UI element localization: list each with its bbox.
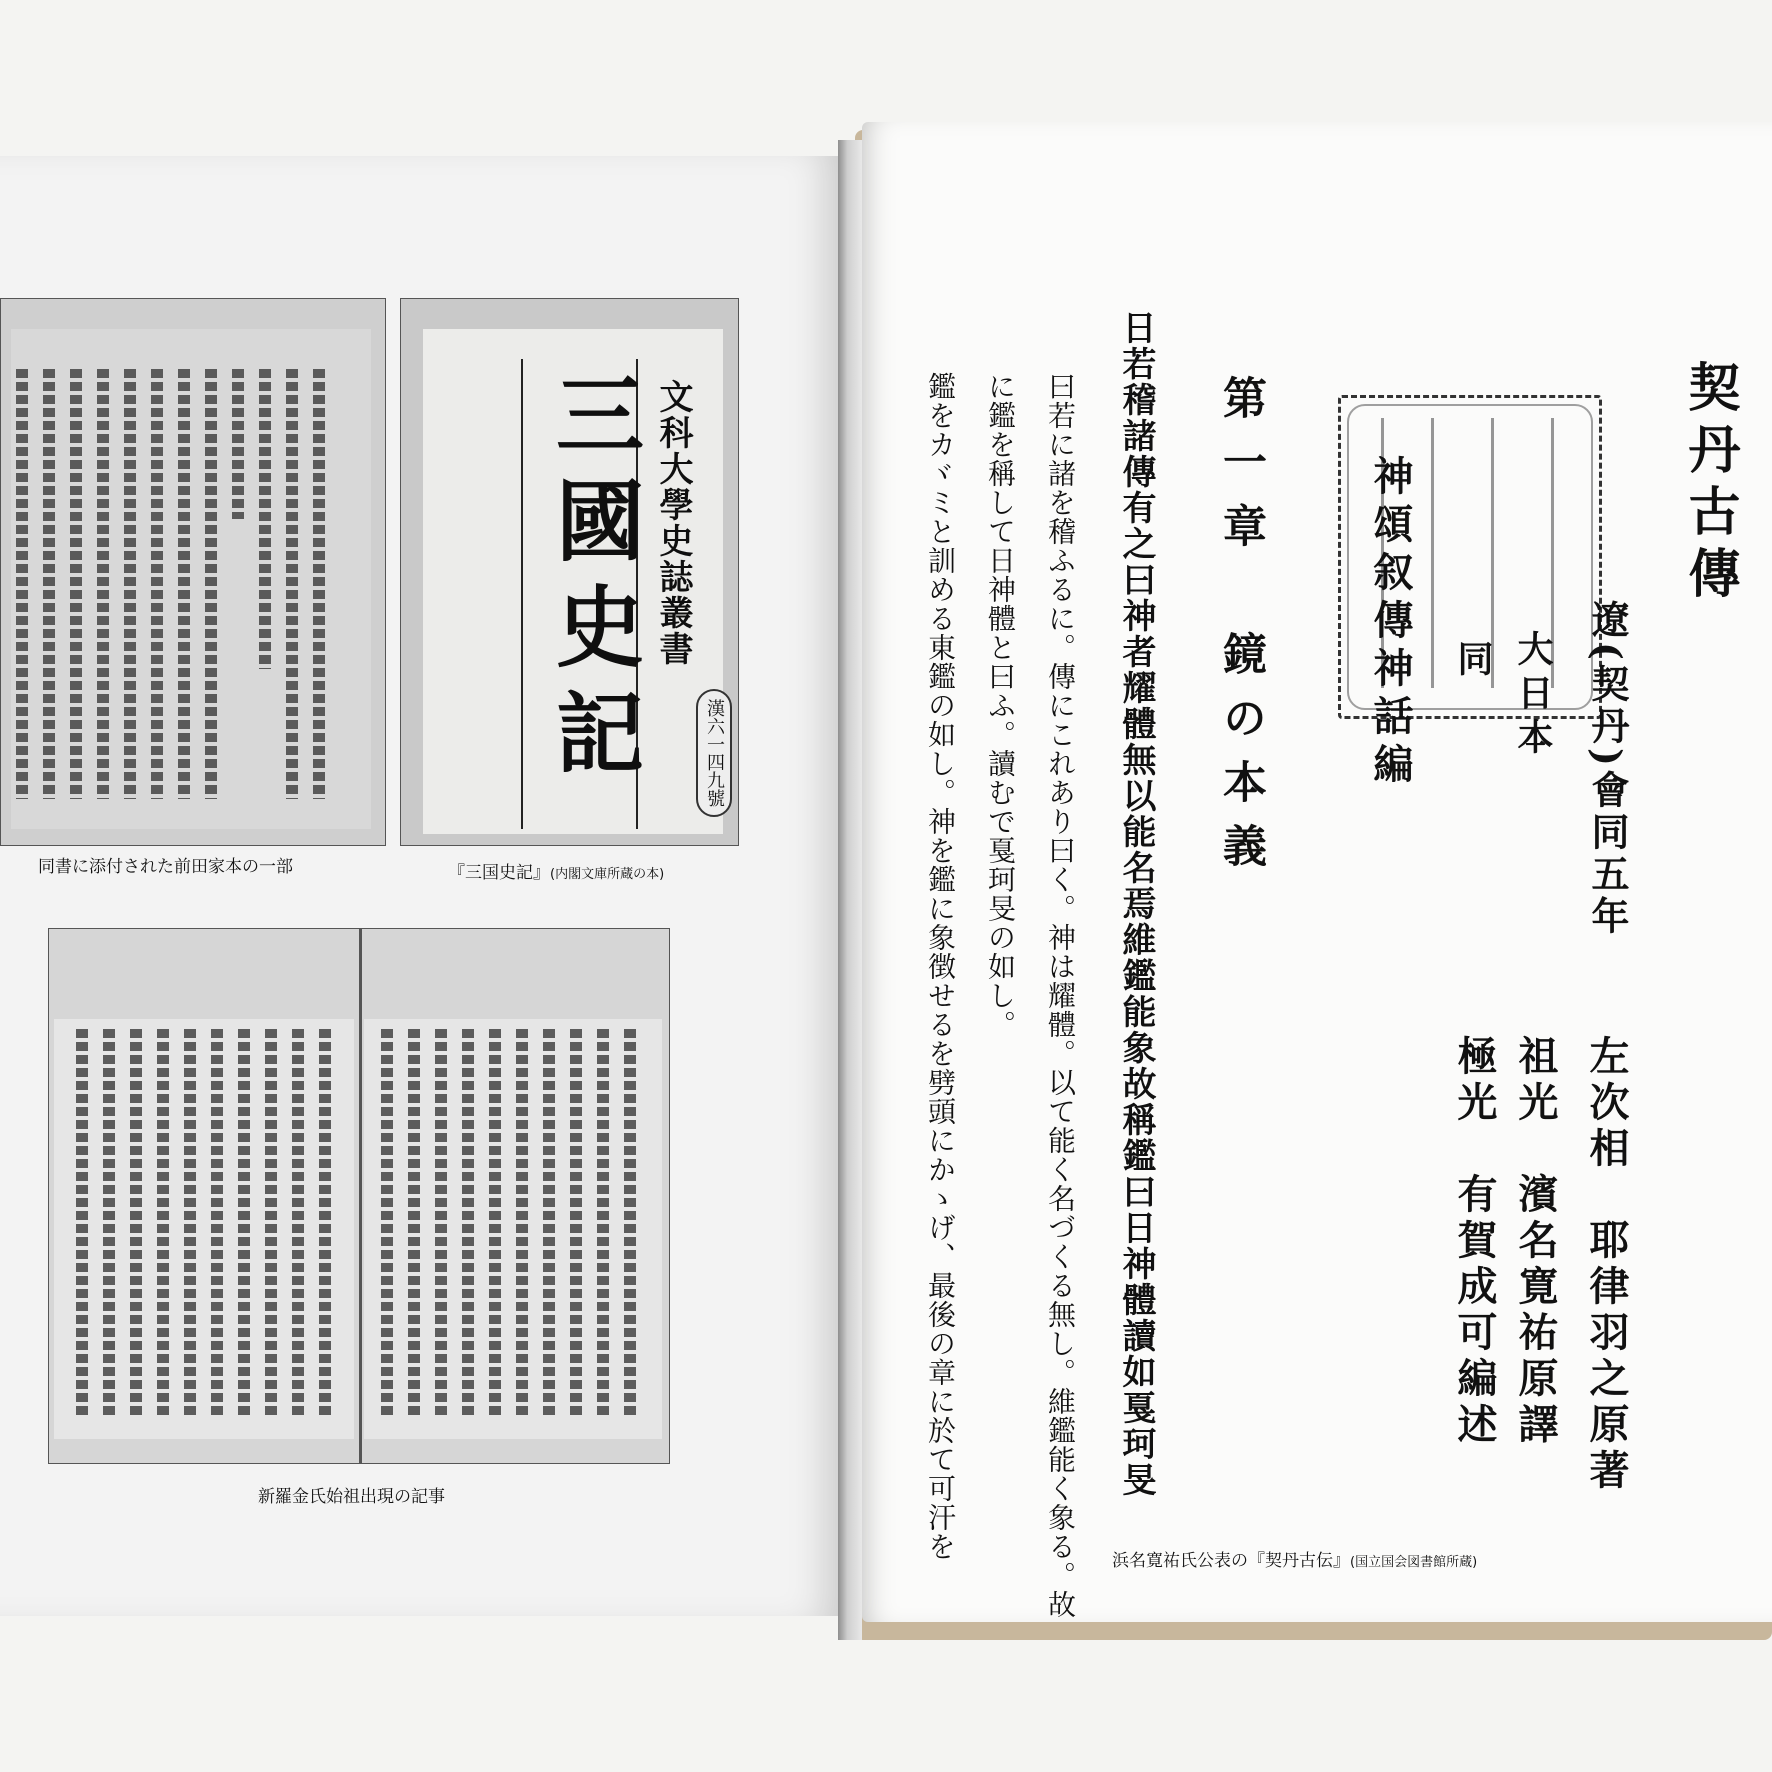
era-line-3: 同	[1452, 640, 1494, 676]
photo-silla-kim-record	[48, 928, 670, 1464]
caption-kittan-main: 浜名寛祐氏公表の『契丹古伝』	[1112, 1551, 1350, 1571]
credit-line-3: 極光 有賀成可編述	[1451, 1035, 1498, 1449]
photo-maeda-manuscript	[0, 298, 386, 846]
chapter-heading: 第一章 鏡の本義	[1215, 375, 1266, 887]
photo-samguk-sagi-cover	[400, 298, 739, 846]
caption-kittan-note: (国立国会図書館所蔵)	[1350, 1555, 1478, 1570]
caption-kittan-koden	[1112, 1546, 1477, 1571]
credit-line-2: 祖光 濱名寛祐原譯	[1512, 1035, 1559, 1449]
body-column-3: に鑑を稱して日神體と曰ふ。讀むで戛珂旻の如し。	[984, 372, 1017, 1039]
samguk-title-text: 三國史記	[542, 369, 646, 793]
library-stamp: 漢六一四九號	[696, 689, 732, 817]
body-column-4: 鑑をカヾミと訓める東鑑の如し。神を鑑に象徴せるを劈頭にかゝげ、最後の章に於て可汗を	[924, 372, 957, 1561]
gutter	[838, 140, 862, 1640]
caption-samguk-note: (内閣文庫所蔵の本)	[550, 867, 665, 882]
era-line-2: 大日本	[1512, 630, 1554, 762]
book-title: 契丹古傳	[1679, 360, 1740, 608]
body-column-2: 曰若に諸を稽ふるに。傳にこれあり曰く。神は耀體。以て能く名づくる無し。維鑑能く象る。故	[1044, 372, 1077, 1619]
caption-maeda-manuscript: 同書に添付された前田家本の一部	[38, 857, 293, 877]
caption-samguk-main: 『三国史記』	[448, 863, 550, 883]
series-title-text: 文科大學史誌叢書	[653, 379, 693, 667]
era-line-1: 遼(契丹)會同五年	[1585, 600, 1630, 938]
caption-samguk-sagi	[448, 858, 664, 883]
body-column-1: 日若稽諸傳有之曰神者耀體無以能名焉維鑑能象故稱鑑曰日神體讀如戛珂旻	[1116, 310, 1156, 1498]
caption-silla-kim: 新羅金氏始祖出現の記事	[258, 1487, 445, 1507]
credit-line-1: 左次相 耶律羽之原著	[1583, 1035, 1630, 1495]
subtitle-line: 神頌叙傳神話編	[1367, 455, 1414, 791]
